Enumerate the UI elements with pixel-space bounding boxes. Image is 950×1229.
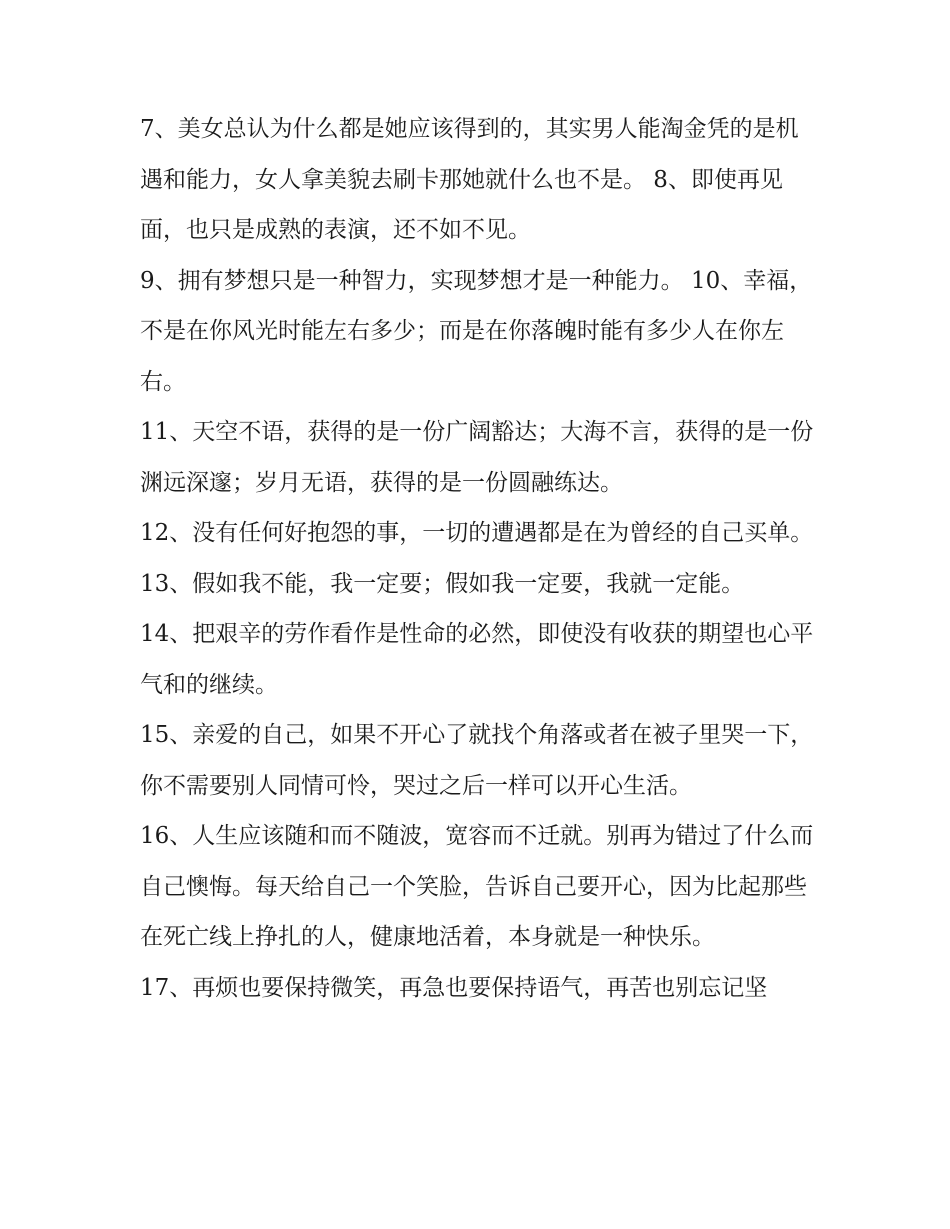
paragraph-14: 14、把艰辛的劳作看作是性命的必然，即使没有收获的期望也心平气和的继续。 [140,621,814,698]
document-body [140,104,820,1013]
paragraph-9-10: 9、拥有梦想只是一种智力，实现梦想才是一种能力。 10、幸福，不是在你风光时能左右多少；而是在你落魄时能有多少人在你左右。 [140,267,813,395]
paragraph-11: 11、天空不语，获得的是一份广阔豁达；大海不言，获得的是一份渊远深邃；岁月无语，获得的是一份圆融练达。 [140,419,814,496]
paragraph-17: 17、再烦也要保持微笑，再急也要保持语气，再苦也别忘记坚 [140,974,768,1001]
paragraph-12-13: 12、没有任何好抱怨的事，一切的遭遇都是在为曾经的自己买单。 13、假如我不能，我一定要；假如我一定要，我就一定能。 [140,520,814,597]
paragraph-15: 15、亲爱的自己，如果不开心了就找个角落或者在被子里哭一下，你不需要别人同情可怜，哭过之后一样可以开心生活。 [140,722,814,799]
paragraph-7-8: 7、美女总认为什么都是她应该得到的，其实男人能淘金凭的是机遇和能力，女人拿美貌去刷卡那她就什么也不是。 8、即使再见面，也只是成熟的表演，还不如不见。 [140,116,799,243]
paragraph-16: 16、人生应该随和而不随波，宽容而不迁就。别再为错过了什么而自己懊悔。每天给自己一个笑脸，告诉自己要开心，因为比起那些在死亡线上挣扎的人，健康地活着，本身就是一种快乐。 [140,823,814,950]
